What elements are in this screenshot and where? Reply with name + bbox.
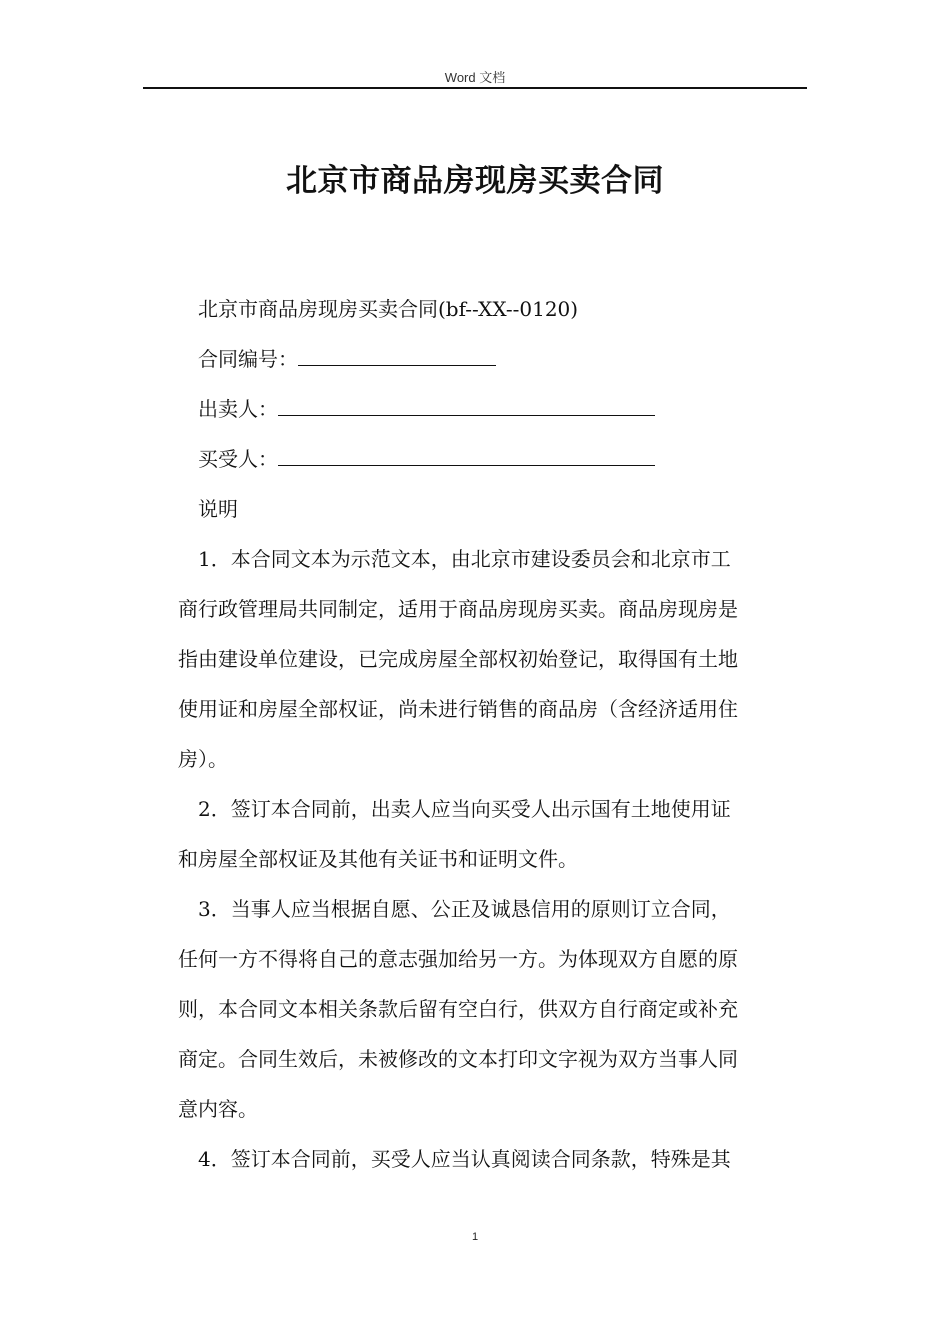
paragraph-line: 指由建设单位建设，已完成房屋全部权初始登记，取得国有土地 bbox=[178, 647, 738, 671]
contract-number-blank bbox=[298, 347, 496, 366]
paragraph-line: 意内容。 bbox=[178, 1097, 258, 1121]
paragraph-line: 则，本合同文本相关条款后留有空白行，供双方自行商定或补充 bbox=[178, 997, 738, 1021]
paragraph-line: 3．当事人应当根据自愿、公正及诚恳信用的原则订立合同， bbox=[198, 897, 731, 921]
header-divider bbox=[143, 87, 807, 89]
paragraph-line: 房）。 bbox=[178, 747, 228, 771]
contract-number-line bbox=[178, 334, 806, 384]
seller-line bbox=[178, 384, 806, 434]
paragraph-line: 4．签订本合同前，买受人应当认真阅读合同条款，特殊是其 bbox=[198, 1147, 731, 1171]
contract-name-line bbox=[178, 284, 806, 334]
contract-name: 北京市商品房现房买卖合同(bf--XX--0120) bbox=[198, 297, 579, 321]
contract-number-label: 合同编号： bbox=[198, 347, 298, 371]
document-title: 北京市商品房现房买卖合同 bbox=[286, 163, 664, 199]
paragraph-line: 商定。合同生效后，未被修改的文本打印文字视为双方当事人同 bbox=[178, 1047, 738, 1071]
buyer-line bbox=[178, 434, 806, 484]
paragraph-line: 和房屋全部权证及其他有关证书和证明文件。 bbox=[178, 847, 578, 871]
buyer-blank bbox=[278, 447, 655, 466]
seller-blank bbox=[278, 397, 655, 416]
document-body bbox=[178, 284, 806, 1184]
page-number: 1 bbox=[471, 1231, 479, 1243]
seller-label: 出卖人： bbox=[198, 397, 278, 421]
paragraph-line: 1．本合同文本为示范文本，由北京市建设委员会和北京市工 bbox=[198, 547, 731, 571]
section-heading: 说明 bbox=[198, 497, 238, 521]
paragraph-line: 任何一方不得将自己的意志强加给另一方。为体现双方自愿的原 bbox=[178, 947, 738, 971]
paragraph-line: 商行政管理局共同制定，适用于商品房现房买卖。商品房现房是 bbox=[178, 597, 738, 621]
paragraph-line: 使用证和房屋全部权证，尚未进行销售的商品房（含经济适用住 bbox=[178, 697, 738, 721]
page-header-text: Word 文档 bbox=[444, 70, 506, 85]
buyer-label: 买受人： bbox=[198, 447, 278, 471]
paragraph-line: 2．签订本合同前，出卖人应当向买受人出示国有土地使用证 bbox=[198, 797, 731, 821]
